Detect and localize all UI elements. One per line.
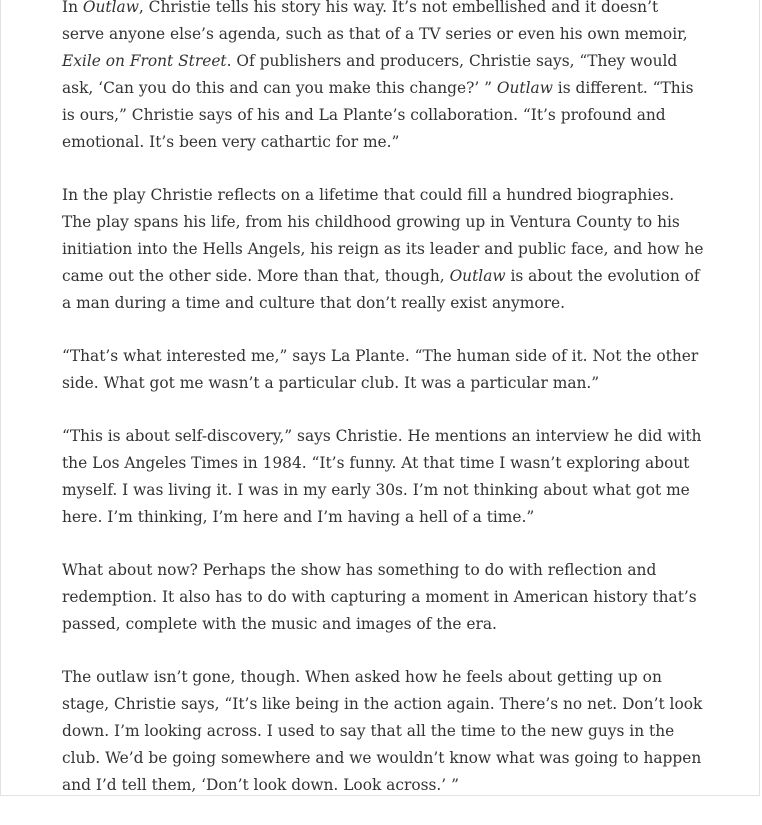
- paragraph-5: What about now? Perhaps the show has something to do with reflection and redemption. It also has to do with capturing a moment in American history that’s passed, complete with the music and images of the era.: [62, 561, 697, 633]
- paragraph-6: The outlaw isn’t gone, though. When asked how he feels about getting up on stage, Christie says, “It’s like being in the action again. There’s no net. Don’t look down. I’m looking across. I used to say that all the time to the new guys in the club. We’d be going somewhere and we wouldn’t know what was going to happen and I’d tell them, ‘Don’t look down. Look across.’ ”: [62, 668, 703, 794]
- italic-title-exile-on-front-street: Exile on Front Street: [62, 52, 227, 70]
- italic-title-outlaw: Outlaw: [82, 0, 139, 16]
- paragraph-1: In Outlaw, Christie tells his story his way. It’s not embellished and it doesn’t serve anyone else’s agenda, such as that of a TV series or even his own memoir, Exile on Front Street. Of publishers and producers, Christie says, “They would ask, ‘Can you do this and can you make this change?’ ” Outlaw is different. “This is ours,” Christie says of his and La Plante’s collaboration. “It’s profound and emotional. It’s been very cathartic for me.”: [62, 0, 694, 151]
- paragraph-4: “This is about self-discovery,” says Christie. He mentions an interview he did with the Los Angeles Times in 1984. “It’s funny. At that time I wasn’t exploring about myself. I was living it. I was in my early 30s. I’m not thinking about what got me here. I’m thinking, I’m here and I’m having a hell of a time.”: [62, 427, 702, 526]
- paragraph-2: In the play Christie reflects on a lifetime that could fill a hundred biographies. The play spans his life, from his childhood growing up in Ventura County to his initiation into the Hells Angels, his reign as its leader and public face, and how he came out the other side. More than that, though, Outlaw is about the evolution of a man during a time and culture that don’t really exist anymore.: [62, 186, 704, 312]
- italic-title-outlaw: Outlaw: [496, 79, 553, 97]
- paragraph-3: “That’s what interested me,” says La Plante. “The human side of it. Not the other side. What got me wasn’t a particular club. It was a particular man.”: [62, 347, 699, 392]
- italic-title-outlaw: Outlaw: [449, 267, 506, 285]
- article-body: [62, 0, 704, 825]
